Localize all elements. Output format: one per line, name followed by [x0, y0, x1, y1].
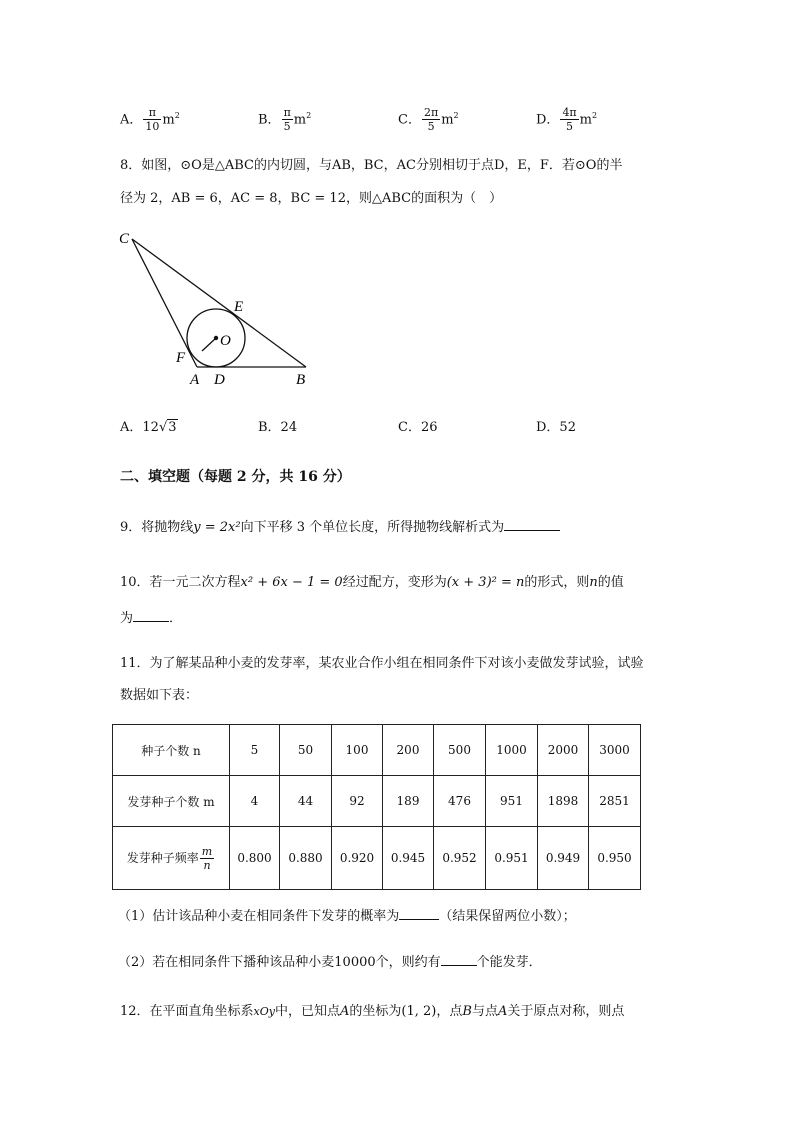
- label-c: C: [119, 231, 130, 247]
- segment-ca: [132, 239, 197, 367]
- fraction-denominator: 5: [427, 120, 435, 134]
- fraction-numerator: m: [201, 844, 213, 858]
- q11-line-2: 数据如下表：: [120, 688, 199, 703]
- exponent: 2: [453, 111, 459, 120]
- q11-sub1-answer-blank[interactable]: [399, 906, 439, 920]
- table-cell: 50: [280, 725, 332, 776]
- table-row: [113, 776, 641, 827]
- fraction-denominator: 5: [566, 120, 574, 134]
- fraction-denominator: n: [203, 858, 211, 872]
- q10-text-tail: 的值: [597, 575, 624, 590]
- table-cell: 0.949: [538, 827, 589, 890]
- coefficient: 12: [142, 420, 159, 435]
- q12-text-pre: 12．在平面直角坐标系: [120, 1004, 254, 1019]
- q10-line-2: [120, 608, 182, 629]
- q7-option-c: [398, 106, 459, 133]
- row-header: 种子个数 n: [113, 725, 230, 776]
- q12-point-a-ref: A: [497, 1004, 508, 1019]
- segment-cb: [132, 239, 306, 367]
- q8-line-1: 8．如图，⊙O是△ABC的内切圆，与AB，BC，AC分别相切于点D，E，F．若⊙O的半: [120, 158, 623, 173]
- q10-text-mid: 经过配方，变形为: [342, 575, 447, 590]
- fraction-numerator: π: [143, 106, 161, 120]
- label-b: B: [296, 372, 306, 388]
- option-letter: B．: [258, 112, 281, 128]
- q7-option-a: [120, 106, 180, 133]
- q11-line-1: 11．为了解某品种小麦的发芽率，某农业合作小组在相同条件下对该小麦做发芽试验，试验: [120, 656, 644, 671]
- table-cell: 0.951: [486, 827, 538, 890]
- table-row: [113, 725, 641, 776]
- unit: m: [162, 112, 175, 128]
- table-cell: 100: [332, 725, 383, 776]
- q11-sub2-text-pre: （2）若在相同条件下播种该品种小麦10000个，则约有: [118, 955, 441, 970]
- q11-sub-2: [118, 952, 542, 973]
- q10-answer-blank[interactable]: [133, 608, 169, 622]
- table-cell: 92: [332, 776, 383, 827]
- label-a: A: [190, 372, 200, 388]
- radicand: 3: [168, 420, 177, 435]
- option-letter: C．: [398, 112, 421, 128]
- exponent: 2: [592, 111, 598, 120]
- q8-option-b: B．24: [258, 420, 298, 435]
- table-cell: 1000: [486, 725, 538, 776]
- table-cell: 200: [383, 725, 434, 776]
- q12-text-mid: 中，已知点: [274, 1004, 340, 1019]
- fraction: [143, 106, 161, 133]
- table-cell: 0.880: [280, 827, 332, 890]
- section-2-heading: 二、填空题（每题 2 分，共 16 分）: [120, 469, 351, 485]
- row-header: 发芽种子个数 m: [113, 776, 230, 827]
- table-cell: 5: [230, 725, 280, 776]
- fraction-denominator: 5: [283, 120, 291, 134]
- q10-equation: x² + 6x − 1 = 0: [240, 575, 343, 590]
- q8-option-c: C．26: [398, 420, 438, 435]
- q12-text-mid4: 与点: [471, 1004, 498, 1019]
- option-letter: A．: [120, 112, 143, 128]
- center-o-point: [214, 336, 218, 340]
- q12-point-a: A: [340, 1004, 350, 1019]
- table-cell: 951: [486, 776, 538, 827]
- exponent: 2: [174, 111, 180, 120]
- table-row: [113, 827, 641, 890]
- q11-sub1-text-pre: （1）估计该品种小麦在相同条件下发芽的概率为: [118, 909, 400, 924]
- table-cell: 1898: [538, 776, 589, 827]
- table-cell: 3000: [589, 725, 641, 776]
- q12-text-post: 关于原点对称，则点: [507, 1004, 625, 1019]
- unit: m: [441, 112, 454, 128]
- q12-point-b: B: [462, 1004, 472, 1019]
- label-o: O: [220, 333, 231, 349]
- table-cell: 0.945: [383, 827, 434, 890]
- table-cell: 2000: [538, 725, 589, 776]
- q9-text-post: 向下平移 3 个单位长度，所得抛物线解析式为: [240, 520, 505, 535]
- table-cell: 2851: [589, 776, 641, 827]
- q12-coordinate: (1, 2): [401, 1004, 437, 1019]
- fraction-numerator: 2π: [423, 106, 439, 120]
- q8-figure: [110, 225, 325, 390]
- table-cell: 4: [230, 776, 280, 827]
- q10-completed-square: (x + 3)² = n: [446, 575, 525, 590]
- table-cell: 189: [383, 776, 434, 827]
- table-cell: 0.800: [230, 827, 280, 890]
- q12-coordinate-system: xOy: [253, 1005, 275, 1018]
- radius-of: [202, 338, 216, 351]
- label-d: D: [214, 372, 225, 388]
- q8-line-2: 径为 2，AB = 6，AC = 8，BC = 12，则△ABC的面积为（ ）: [120, 191, 503, 206]
- q8-option-d: D．52: [536, 420, 576, 435]
- table-cell: 476: [434, 776, 486, 827]
- q12-text-mid3: ，点: [436, 1004, 463, 1019]
- table-cell: 0.950: [589, 827, 641, 890]
- sqrt-sign: √: [158, 420, 168, 435]
- q9-answer-blank[interactable]: [504, 517, 560, 531]
- germination-table: [112, 724, 641, 890]
- row-header-text: 发芽种子频率: [126, 850, 199, 865]
- exponent: 2: [306, 111, 312, 120]
- fraction: [422, 106, 440, 133]
- q10-period: ．: [169, 611, 183, 626]
- q10-text-wei: 为: [120, 611, 134, 626]
- q9: [120, 517, 560, 538]
- q7-option-d: [536, 106, 597, 133]
- q11-sub-1: [118, 906, 576, 927]
- q10-line-1: [120, 573, 624, 593]
- table-cell: 0.952: [434, 827, 486, 890]
- table-cell: 500: [434, 725, 486, 776]
- q7-option-b: [258, 106, 311, 133]
- q8-option-a: [120, 418, 178, 438]
- unit: m: [579, 112, 592, 128]
- q9-equation: y = 2x²: [193, 520, 241, 535]
- fraction: [560, 106, 578, 133]
- table-cell: 0.920: [332, 827, 383, 890]
- fraction: [282, 106, 293, 133]
- row-header: [113, 827, 230, 890]
- label-e: E: [234, 299, 244, 315]
- q11-sub1-text-post: （结果保留两位小数）；: [439, 909, 576, 924]
- fraction-numerator: π: [283, 106, 291, 120]
- fraction-denominator: 10: [145, 120, 160, 134]
- q11-sub2-text-post: 个能发芽．: [476, 955, 542, 970]
- q10-text-pre: 10．若一元二次方程: [120, 575, 241, 590]
- q9-text-pre: 9．将抛物线: [120, 520, 194, 535]
- option-letter: D．: [536, 112, 560, 128]
- fraction-numerator: 4π: [562, 106, 577, 120]
- q12-text-mid2: 的坐标为: [349, 1004, 402, 1019]
- label-f: F: [176, 350, 186, 366]
- q10-variable-n: n: [589, 575, 598, 590]
- q12-line-1: [120, 1002, 624, 1022]
- fraction: [200, 845, 214, 872]
- q11-sub2-answer-blank[interactable]: [441, 952, 477, 966]
- option-letter: A．: [120, 420, 143, 435]
- table-cell: 44: [280, 776, 332, 827]
- unit: m: [293, 112, 307, 128]
- q10-text-post: 的形式，则: [524, 575, 590, 590]
